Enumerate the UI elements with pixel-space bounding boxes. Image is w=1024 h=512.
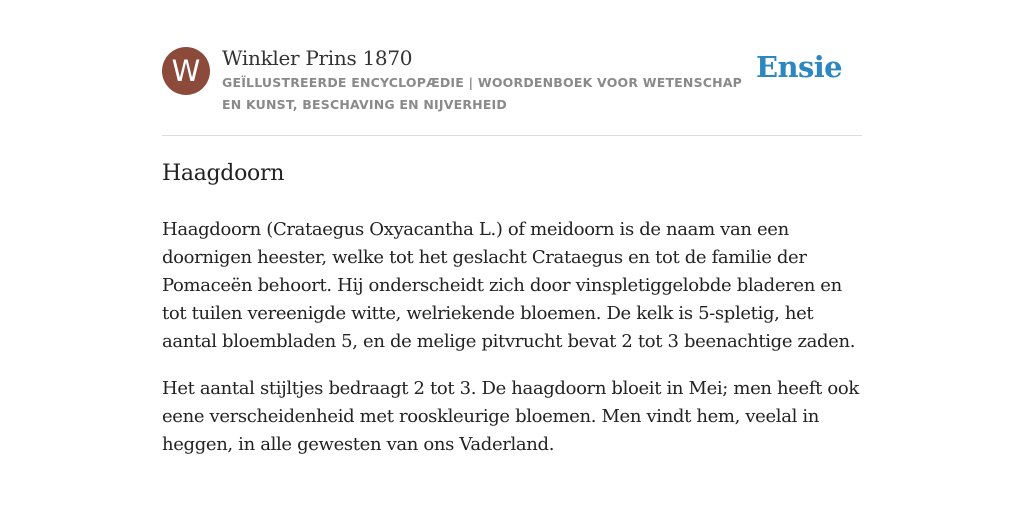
source-subtitle: GEÏLLUSTREERDE ENCYCLOPÆDIE | WOORDENBOEK VOOR WETENSCHAP EN KUNST, BESCHAVING EN NIJVERHEID <box>222 75 743 112</box>
header-divider <box>162 135 862 136</box>
source-header <box>162 44 862 136</box>
entry-content <box>162 156 868 478</box>
ensie-logo[interactable]: Ensie <box>756 50 842 84</box>
source-title[interactable]: Winkler Prins 1870 <box>222 46 413 70</box>
entry-paragraph-2: Het aantal stijltjes bedraagt 2 tot 3. De haagdoorn bloeit in Mei; men heeft ook eene verscheidenheid met rooskleurige bloemen. Men vindt hem, veelal in heggen, in alle gewesten van ons Vaderland. <box>162 378 859 455</box>
source-info <box>222 44 762 116</box>
entry-paragraph-1: Haagdoorn (Crataegus Oxyacantha L.) of meidoorn is de naam van een doornigen heester, welke tot het geslacht Crataegus en tot de familie der Pomaceën behoort. Hij onderscheidt zich door vinspletiggelobde bladeren en tot tuilen vereenigde witte, welriekende bloemen. De kelk is 5-spletig, het aantal bloembladen 5, en de melige pitvrucht bevat 2 tot 3 beenachtige zaden. <box>162 219 856 352</box>
entry-title: Haagdoorn <box>162 161 285 186</box>
source-avatar[interactable]: W <box>162 47 210 95</box>
